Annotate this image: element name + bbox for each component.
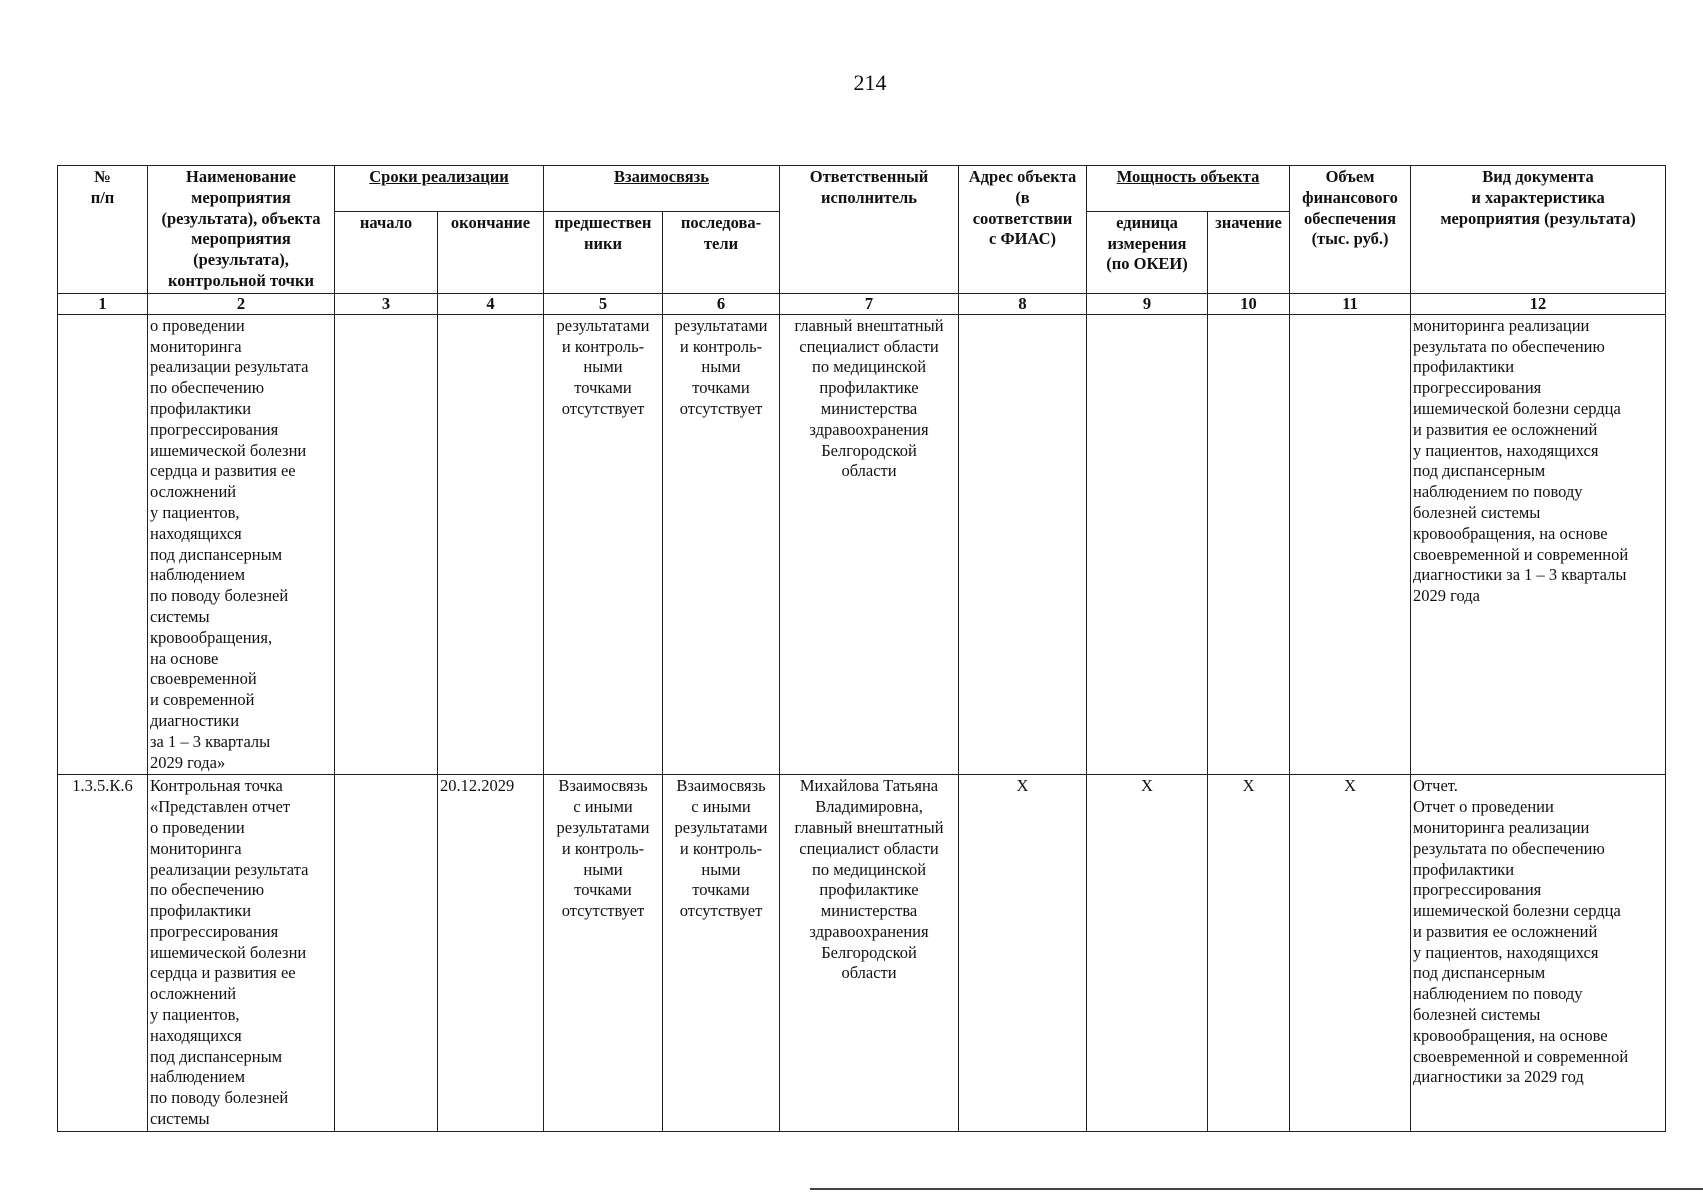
table-row (58, 775, 1666, 1132)
header-capacity-unit: единица измерения (по ОКЕИ) (1087, 211, 1208, 293)
row-start (335, 775, 438, 1132)
header-timing-end: окончание (438, 211, 544, 293)
column-number: 4 (438, 293, 544, 314)
header-number: № п/п (58, 166, 148, 294)
scan-edge-line (810, 1188, 1703, 1190)
row-responsible: главный внештатный специалист области по медицинской профилактике министерства здравоохранения Белгородской области (780, 314, 959, 775)
row-number: 1.3.5.К.6 (58, 775, 148, 1132)
row-unit: X (1087, 775, 1208, 1132)
header-link-prev: предшествен ники (544, 211, 663, 293)
header-funding: Объем финансового обеспечения (тыс. руб.) (1290, 166, 1411, 294)
table-header (58, 166, 1666, 315)
header-document: Вид документа и характеристика мероприятия (результата) (1411, 166, 1666, 294)
row-responsible: Михайлова Татьяна Владимировна, главный внештатный специалист области по медицинской профилактике министерства здравоохранения Белгородской области (780, 775, 959, 1132)
column-number: 1 (58, 293, 148, 314)
header-capacity-value: значение (1208, 211, 1290, 293)
row-value: X (1208, 775, 1290, 1132)
column-number: 6 (663, 293, 780, 314)
column-number: 5 (544, 293, 663, 314)
row-funding (1290, 314, 1411, 775)
column-number: 3 (335, 293, 438, 314)
row-end (438, 314, 544, 775)
column-number-row (58, 293, 1666, 314)
row-predecessors: результатами и контроль- ными точками отсутствует (544, 314, 663, 775)
row-funding: X (1290, 775, 1411, 1132)
column-number: 11 (1290, 293, 1411, 314)
row-address: X (959, 775, 1087, 1132)
header-name: Наименование мероприятия (результата), объекта мероприятия (результата), контрольной точки (148, 166, 335, 294)
row-start (335, 314, 438, 775)
header-timing-start: начало (335, 211, 438, 293)
column-number: 7 (780, 293, 959, 314)
row-successors: Взаимосвязь с иными результатами и контроль- ными точками отсутствует (663, 775, 780, 1132)
activity-table (57, 165, 1666, 1132)
column-number: 8 (959, 293, 1087, 314)
row-successors: результатами и контроль- ными точками отсутствует (663, 314, 780, 775)
header-responsible: Ответственный исполнитель (780, 166, 959, 294)
row-name: Контрольная точка «Представлен отчет о проведении мониторинга реализации результата по обеспечению профилактики прогрессирования ишемической болезни сердца и развития ее осложнений у пациентов, находящихся под диспансерным наблюдением по поводу болезней системы (148, 775, 335, 1132)
row-document: Отчет. Отчет о проведении мониторинга реализации результата по обеспечению профилактики прогрессирования ишемической болезни сердца и развития ее осложнений у пациентов, находящихся под диспансерным наблюдением по поводу болезней системы кровообращения, на основе своевременной и современной диагностики за 2029 год (1411, 775, 1666, 1132)
table-row (58, 314, 1666, 775)
header-timing-group: Сроки реализации (335, 166, 544, 212)
row-address (959, 314, 1087, 775)
row-end: 20.12.2029 (438, 775, 544, 1132)
column-number: 12 (1411, 293, 1666, 314)
column-number: 10 (1208, 293, 1290, 314)
header-link-group: Взаимосвязь (544, 166, 780, 212)
header-address: Адрес объекта (в соответствии с ФИАС) (959, 166, 1087, 294)
column-number: 2 (148, 293, 335, 314)
column-number: 9 (1087, 293, 1208, 314)
header-capacity-group: Мощность объекта (1087, 166, 1290, 212)
row-predecessors: Взаимосвязь с иными результатами и контроль- ными точками отсутствует (544, 775, 663, 1132)
row-document: мониторинга реализации результата по обеспечению профилактики прогрессирования ишемической болезни сердца и развития ее осложнений у пациентов, находящихся под диспансерным наблюдением по поводу болезней системы кровообращения, на основе своевременной и современной диагностики за 1 – 3 кварталы 2029 года (1411, 314, 1666, 775)
page-number: 214 (853, 70, 887, 95)
row-number (58, 314, 148, 775)
row-name: о проведении мониторинга реализации результата по обеспечению профилактики прогрессирования ишемической болезни сердца и развития ее осложнений у пациентов, находящихся под диспансерным наблюдением по поводу болезней системы кровообращения, на основе своевременной и современной диагностики за 1 – 3 кварталы 2029 года» (148, 314, 335, 775)
row-value (1208, 314, 1290, 775)
row-unit (1087, 314, 1208, 775)
header-link-next: последова- тели (663, 211, 780, 293)
